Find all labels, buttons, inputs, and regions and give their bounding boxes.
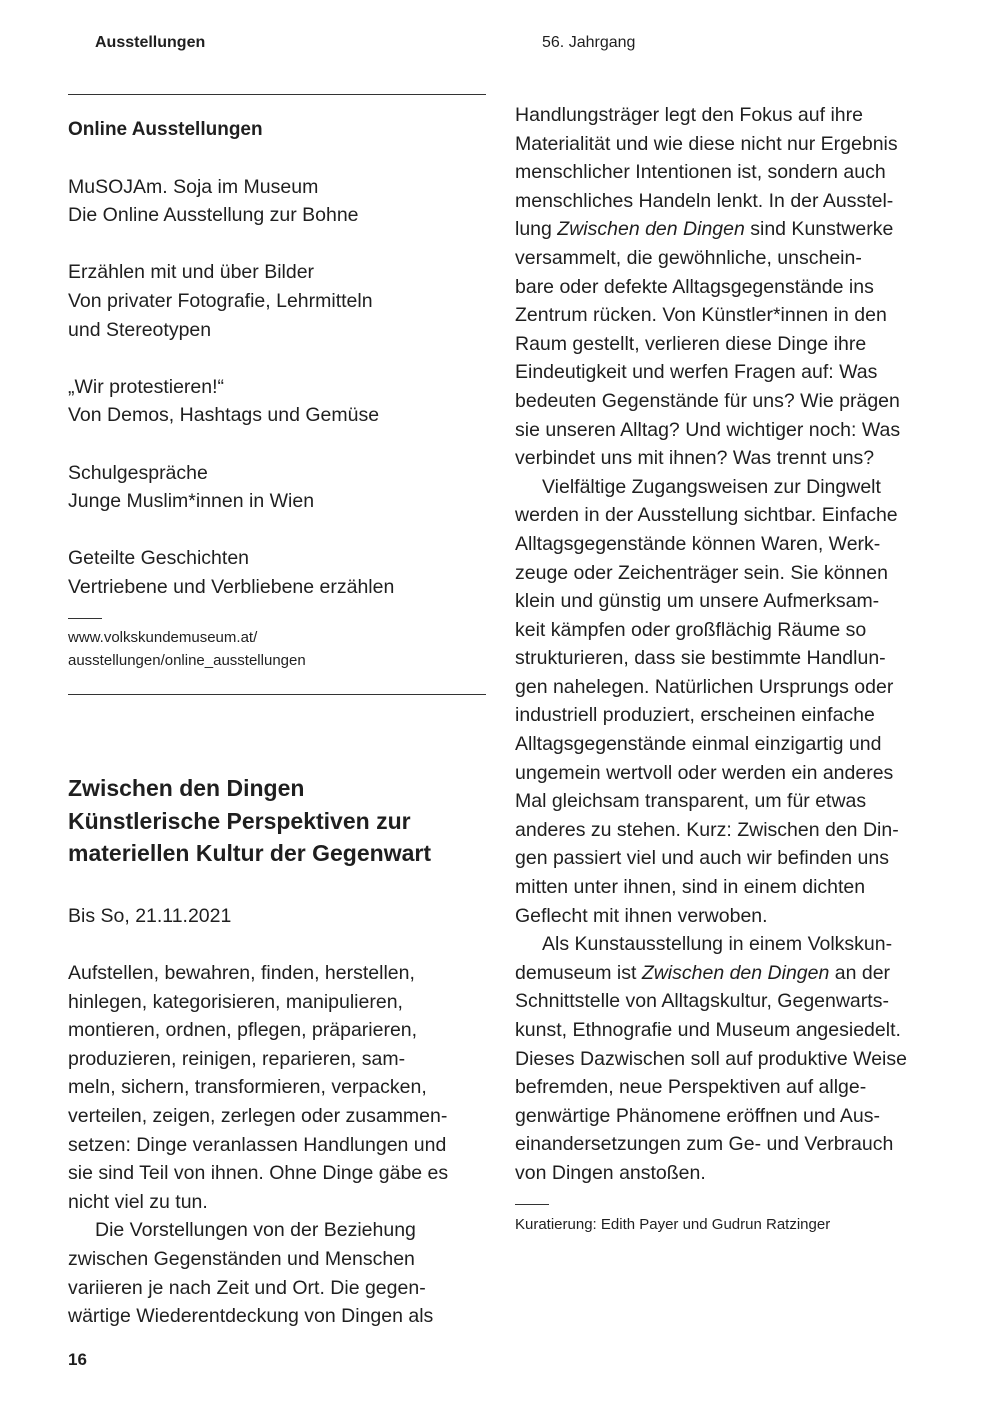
online-exhibition-item [68, 459, 488, 516]
body-text-line: wärtige Wiederentdeckung von Dingen als [68, 1305, 434, 1328]
online-exhibition-item [68, 258, 488, 344]
body-text-line: sie sind Teil von ihnen. Ohne Dinge gäbe es [68, 1162, 449, 1185]
online-exhibition-line: Junge Muslim*innen in Wien [68, 490, 315, 513]
body-text-line: menschlicher Intentionen ist, sondern auch [515, 161, 886, 184]
body-text-line: meln, sichern, transformieren, verpacken, [68, 1076, 427, 1099]
online-exhibition-line: Schulgespräche [68, 461, 208, 484]
body-text-line: keit kämpfen oder großflächig Räume so [515, 618, 867, 641]
body-text-line: genwärtige Phänomene eröffnen und Aus- [515, 1104, 880, 1127]
body-text-line: montieren, ordnen, pflegen, präparieren, [68, 1019, 418, 1042]
body-text-line: sie unseren Alltag? Und wichtiger noch: Was [515, 418, 901, 441]
online-exhibition-line: Geteilte Geschichten [68, 547, 250, 570]
body-text-line: kunst, Ethnografie und Museum angesiedelt. [515, 1019, 901, 1041]
online-exhibition-line: Vertriebene und Verbliebene erzählen [68, 575, 395, 598]
body-text-line: Die Vorstellungen von der Beziehung [95, 1219, 416, 1242]
body-text-line: Eindeutigkeit und werfen Fragen auf: Was [515, 361, 878, 384]
body-text-line: ungemein wertvoll oder werden ein anderes [515, 761, 894, 784]
body-text-line: produzieren, reinigen, reparieren, sam- [68, 1047, 406, 1070]
running-header-volume: 56. Jahrgang [542, 34, 636, 51]
short-divider [68, 618, 102, 619]
online-exhibition-item [68, 544, 488, 601]
body-text-line: variieren je nach Zeit und Ort. Die gegen- [68, 1276, 426, 1299]
body-text-line: setzen: Dinge veranlassen Handlungen und [68, 1133, 447, 1156]
online-link-line-2: ausstellungen/online_ausstellungen [68, 652, 306, 669]
body-text-line: zwischen Gegenständen und Menschen [68, 1247, 415, 1270]
body-text-line: Geflecht mit ihnen verwoben. [515, 904, 768, 927]
body-text-line: Vielfältige Zugangsweisen zur Dingwelt [542, 475, 881, 498]
body-text-line: Aufstellen, bewahren, finden, herstellen, [68, 962, 415, 984]
body-text-line: Mal gleichsam transparent, um für etwas [515, 790, 867, 813]
body-text-line: Raum gestellt, verlieren diese Dinge ihre [515, 332, 867, 355]
curator-credit: Kuratierung: Edith Payer und Gudrun Ratzinger [515, 1216, 831, 1233]
online-exhibition-item [68, 373, 488, 430]
article-body-left [68, 959, 488, 1331]
divider [68, 94, 486, 95]
online-exhibition-line: Von privater Fotografie, Lehrmitteln [68, 289, 373, 312]
body-text-line: anderes zu stehen. Kurz: Zwischen den Din- [515, 818, 899, 841]
body-text-line: Materialität und wie diese nicht nur Ergebnis [515, 132, 898, 155]
article-date: Bis So, 21.11.2021 [68, 905, 232, 927]
online-exhibitions-block [68, 116, 488, 630]
body-text-line: Alltagsgegenstände können Waren, Werk- [515, 532, 881, 555]
body-text-line: bare oder defekte Alltagsgegenstände ins [515, 275, 874, 298]
body-text-line: werden in der Ausstellung sichtbar. Einfache [515, 504, 898, 527]
online-exhibition-line: MuSOJAm. Soja im Museum [68, 175, 319, 198]
short-divider [515, 1204, 549, 1205]
online-exhibition-line: Erzählen mit und über Bilder [68, 261, 315, 284]
body-text-line: bedeuten Gegenstände für uns? Wie prägen [515, 389, 900, 412]
body-text-line: einandersetzungen zum Ge- und Verbrauch [515, 1133, 894, 1156]
online-exhibition-line: und Stereotypen [68, 318, 212, 341]
body-text-line: Zentrum rücken. Von Künstler*innen in den [515, 304, 887, 327]
body-text-line: von Dingen anstoßen. [515, 1161, 706, 1184]
body-text-line: klein und günstig um unsere Aufmerksam- [515, 590, 880, 613]
body-text-line: verteilen, zeigen, zerlegen oder zusammen- [68, 1104, 448, 1127]
article-body-right [515, 101, 935, 1188]
online-exhibitions-title: Online Ausstellungen [68, 119, 263, 140]
body-text-line: Handlungsträger legt den Fokus auf ihre [515, 104, 863, 126]
body-text-line: versammelt, die gewöhnliche, unschein- [515, 246, 862, 269]
divider [68, 694, 486, 695]
running-header-section: Ausstellungen [95, 34, 206, 51]
online-exhibitions-list [68, 173, 488, 602]
article-title-line-2: Künstlerische Perspektiven zur [68, 807, 411, 834]
body-text-line: lung Zwischen den Dingen sind Kunstwerke [515, 218, 894, 241]
body-text-line: gen nahelegen. Natürlichen Ursprungs oder [515, 675, 894, 698]
body-text-line: strukturieren, dass sie bestimmte Handlun- [515, 647, 886, 670]
article-title [68, 772, 431, 870]
body-text-line: Alltagsgegenstände einmal einzigartig und [515, 733, 882, 756]
body-text-line: befremden, neue Perspektiven auf allge- [515, 1076, 867, 1099]
article-title-line-3: materiellen Kultur der Gegenwart [68, 840, 431, 866]
online-exhibition-line: Die Online Ausstellung zur Bohne [68, 204, 359, 227]
body-text-line: verbindet uns mit ihnen? Was trennt uns? [515, 447, 875, 470]
body-text-line: Als Kunstausstellung in einem Volkskun- [542, 933, 893, 956]
body-text-line: gen passiert viel und auch wir befinden uns [515, 847, 889, 870]
online-link-line-1: www.volkskundemuseum.at/ [68, 629, 258, 646]
body-text-line: zeuge oder Zeichenträger sein. Sie können [515, 561, 888, 584]
body-text-line: industriell produziert, erscheinen einfache [515, 704, 875, 727]
article-title-line-1: Zwischen den Dingen [68, 775, 305, 801]
online-exhibition-line: Von Demos, Hashtags und Gemüse [68, 404, 380, 427]
online-exhibition-line: „Wir protestieren!“ [68, 375, 225, 398]
body-text-line: hinlegen, kategorisieren, manipulieren, [68, 990, 403, 1013]
body-text-line: nicht viel zu tun. [68, 1190, 208, 1213]
body-text-line: Dieses Dazwischen soll auf produktive Weise [515, 1047, 907, 1070]
body-text-line: menschliches Handeln lenkt. In der Ausstel- [515, 189, 894, 212]
body-text-line: Schnittstelle von Alltagskultur, Gegenwarts- [515, 990, 889, 1013]
body-text-line: demuseum ist Zwischen den Dingen an der [515, 961, 891, 984]
body-text-line: mitten unter ihnen, sind in einem dichten [515, 876, 866, 899]
online-link[interactable] [68, 626, 488, 672]
online-exhibition-item [68, 173, 488, 230]
page-number: 16 [68, 1350, 87, 1369]
